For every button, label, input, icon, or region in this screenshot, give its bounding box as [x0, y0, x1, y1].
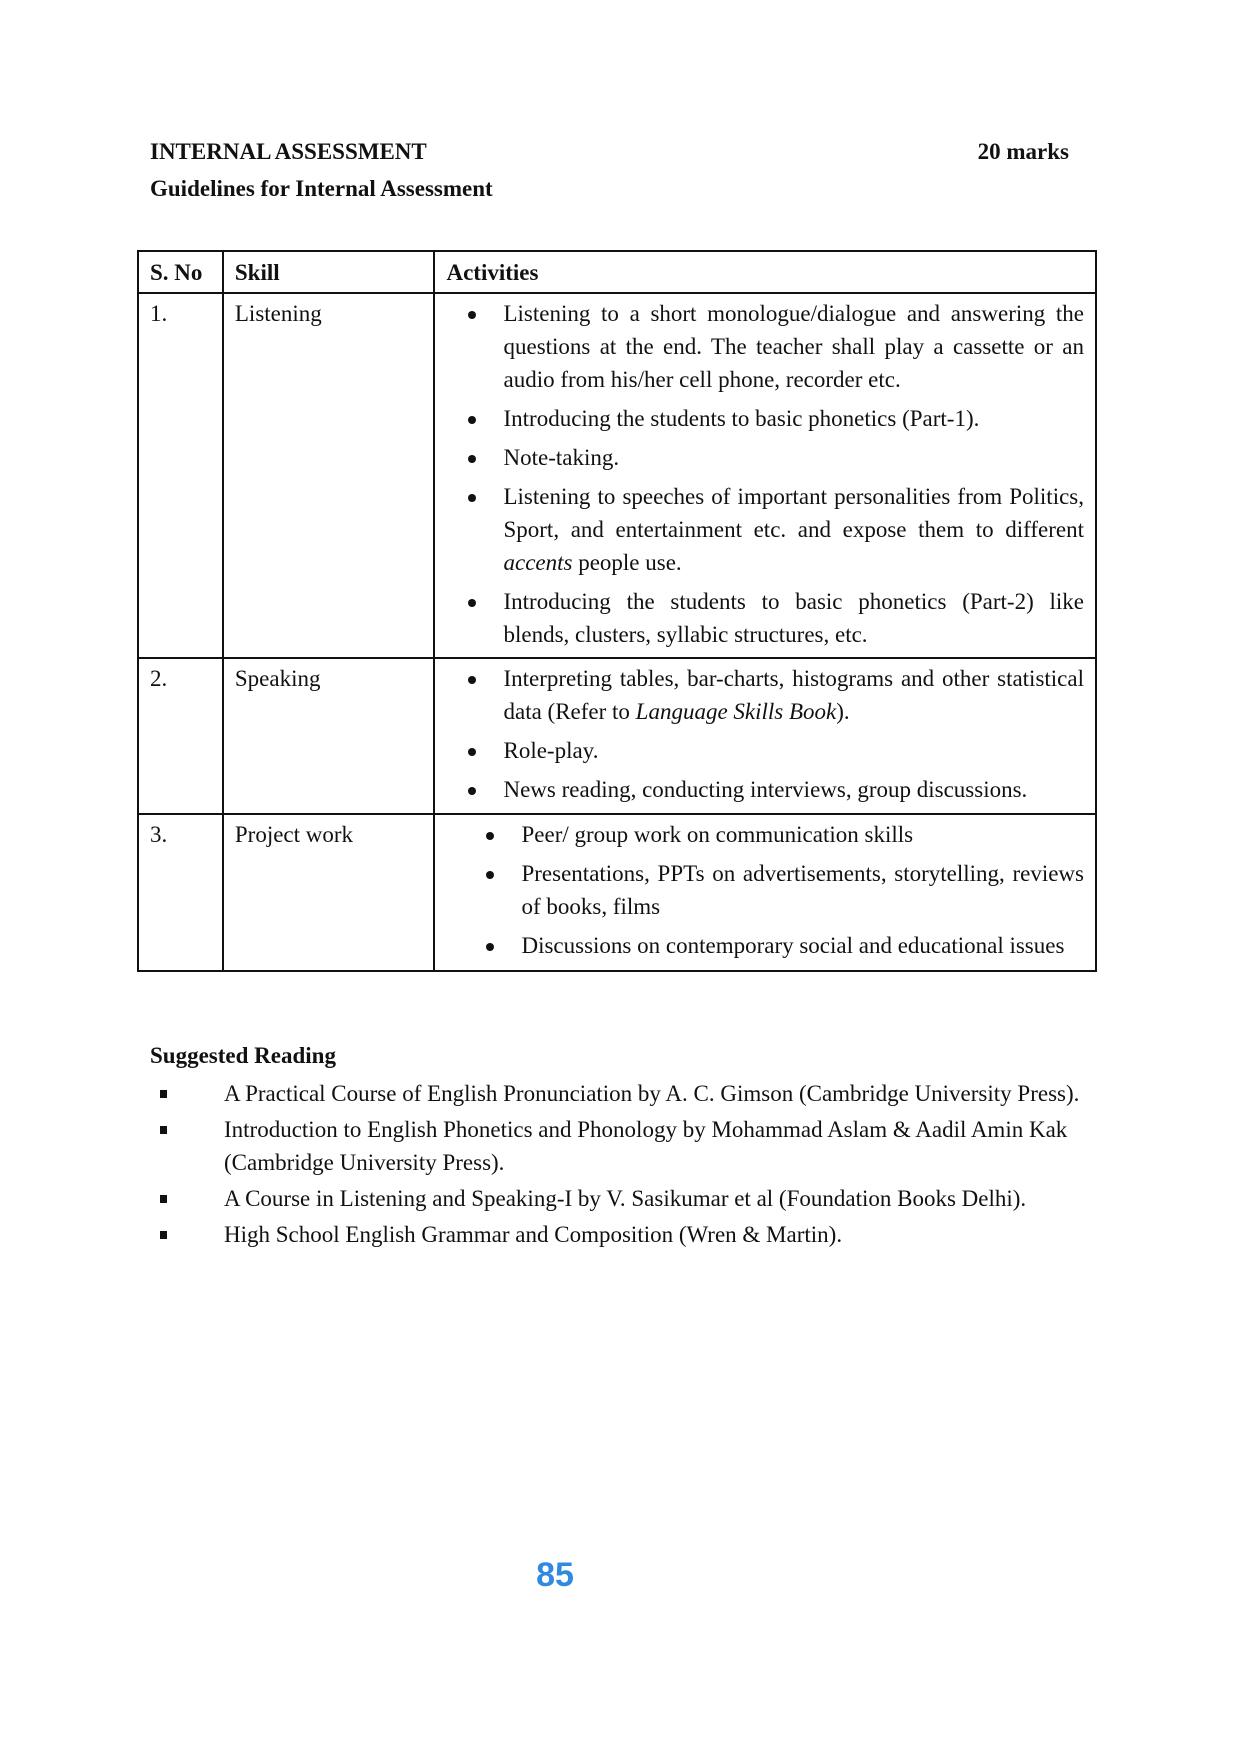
list-item: High School English Grammar and Composition (Wren & Martin). — [150, 1218, 1090, 1251]
bullet-icon — [468, 311, 476, 319]
square-bullet-icon — [160, 1195, 167, 1203]
square-bullet-icon — [160, 1090, 167, 1098]
emphasis-text: Language Skills Book — [635, 699, 837, 724]
bullet-icon — [486, 832, 494, 840]
list-item: Interpreting tables, bar-charts, histograms and other statistical data (Refer to Language Skills Book). — [446, 662, 1084, 728]
cell-sno: 3. — [138, 814, 223, 971]
list-item: A Course in Listening and Speaking-I by V. Sasikumar et al (Foundation Books Delhi). — [150, 1182, 1090, 1215]
square-bullet-icon — [160, 1231, 167, 1239]
square-bullet-icon — [160, 1126, 167, 1134]
suggested-reading-list — [150, 1077, 1090, 1254]
page-number: 85 — [536, 1556, 574, 1594]
list-item: Presentations, PPTs on advertisements, storytelling, reviews of books, films — [446, 857, 1084, 923]
table-header-row — [138, 251, 1096, 293]
column-header-skill: Skill — [223, 251, 435, 293]
activity-list — [446, 662, 1084, 806]
list-item: Listening to a short monologue/dialogue and answering the questions at the end. The teacher shall play a cassette or an audio from his/her cell phone, recorder etc. — [446, 297, 1084, 396]
bullet-icon — [486, 943, 494, 951]
cell-activities — [434, 293, 1096, 658]
table-row — [138, 293, 1096, 658]
list-item: Discussions on contemporary social and educational issues — [446, 929, 1084, 962]
cell-activities — [434, 814, 1096, 971]
bullet-icon — [468, 748, 476, 756]
section-subtitle: Guidelines for Internal Assessment — [150, 176, 493, 201]
marks-label: 20 marks — [977, 139, 1069, 164]
list-item: Introducing the students to basic phonetics (Part-2) like blends, clusters, syllabic structures, etc. — [446, 585, 1084, 651]
list-item: Peer/ group work on communication skills — [446, 818, 1084, 851]
list-item: Role-play. — [446, 734, 1084, 767]
bullet-icon — [468, 599, 476, 607]
cell-skill: Speaking — [223, 658, 435, 814]
cell-skill: Listening — [223, 293, 435, 658]
activity-list — [446, 818, 1084, 962]
list-item: A Practical Course of English Pronunciation by A. C. Gimson (Cambridge University Press). — [150, 1077, 1090, 1110]
cell-activities — [434, 658, 1096, 814]
cell-sno: 2. — [138, 658, 223, 814]
list-item: Introduction to English Phonetics and Phonology by Mohammad Aslam & Aadil Amin Kak (Cambridge University Press). — [150, 1113, 1090, 1179]
list-item: Note-taking. — [446, 441, 1084, 474]
list-item: Introducing the students to basic phonetics (Part-1). — [446, 402, 1084, 435]
suggested-reading-title: Suggested Reading — [150, 1043, 336, 1068]
assessment-table — [137, 250, 1097, 972]
cell-sno: 1. — [138, 293, 223, 658]
table-row — [138, 814, 1096, 971]
bullet-icon — [468, 494, 476, 502]
activity-list — [446, 297, 1084, 651]
bullet-icon — [468, 676, 476, 684]
section-title: INTERNAL ASSESSMENT — [150, 139, 427, 164]
table-row — [138, 658, 1096, 814]
bullet-icon — [468, 416, 476, 424]
cell-skill: Project work — [223, 814, 435, 971]
list-item: Listening to speeches of important personalities from Politics, Sport, and entertainment etc. and expose them to different accents people use. — [446, 480, 1084, 579]
column-header-sno: S. No — [138, 251, 223, 293]
bullet-icon — [468, 787, 476, 795]
column-header-activities: Activities — [434, 251, 1096, 293]
bullet-icon — [468, 455, 476, 463]
emphasis-text: accents — [503, 550, 573, 575]
list-item: News reading, conducting interviews, group discussions. — [446, 773, 1084, 806]
bullet-icon — [486, 871, 494, 879]
